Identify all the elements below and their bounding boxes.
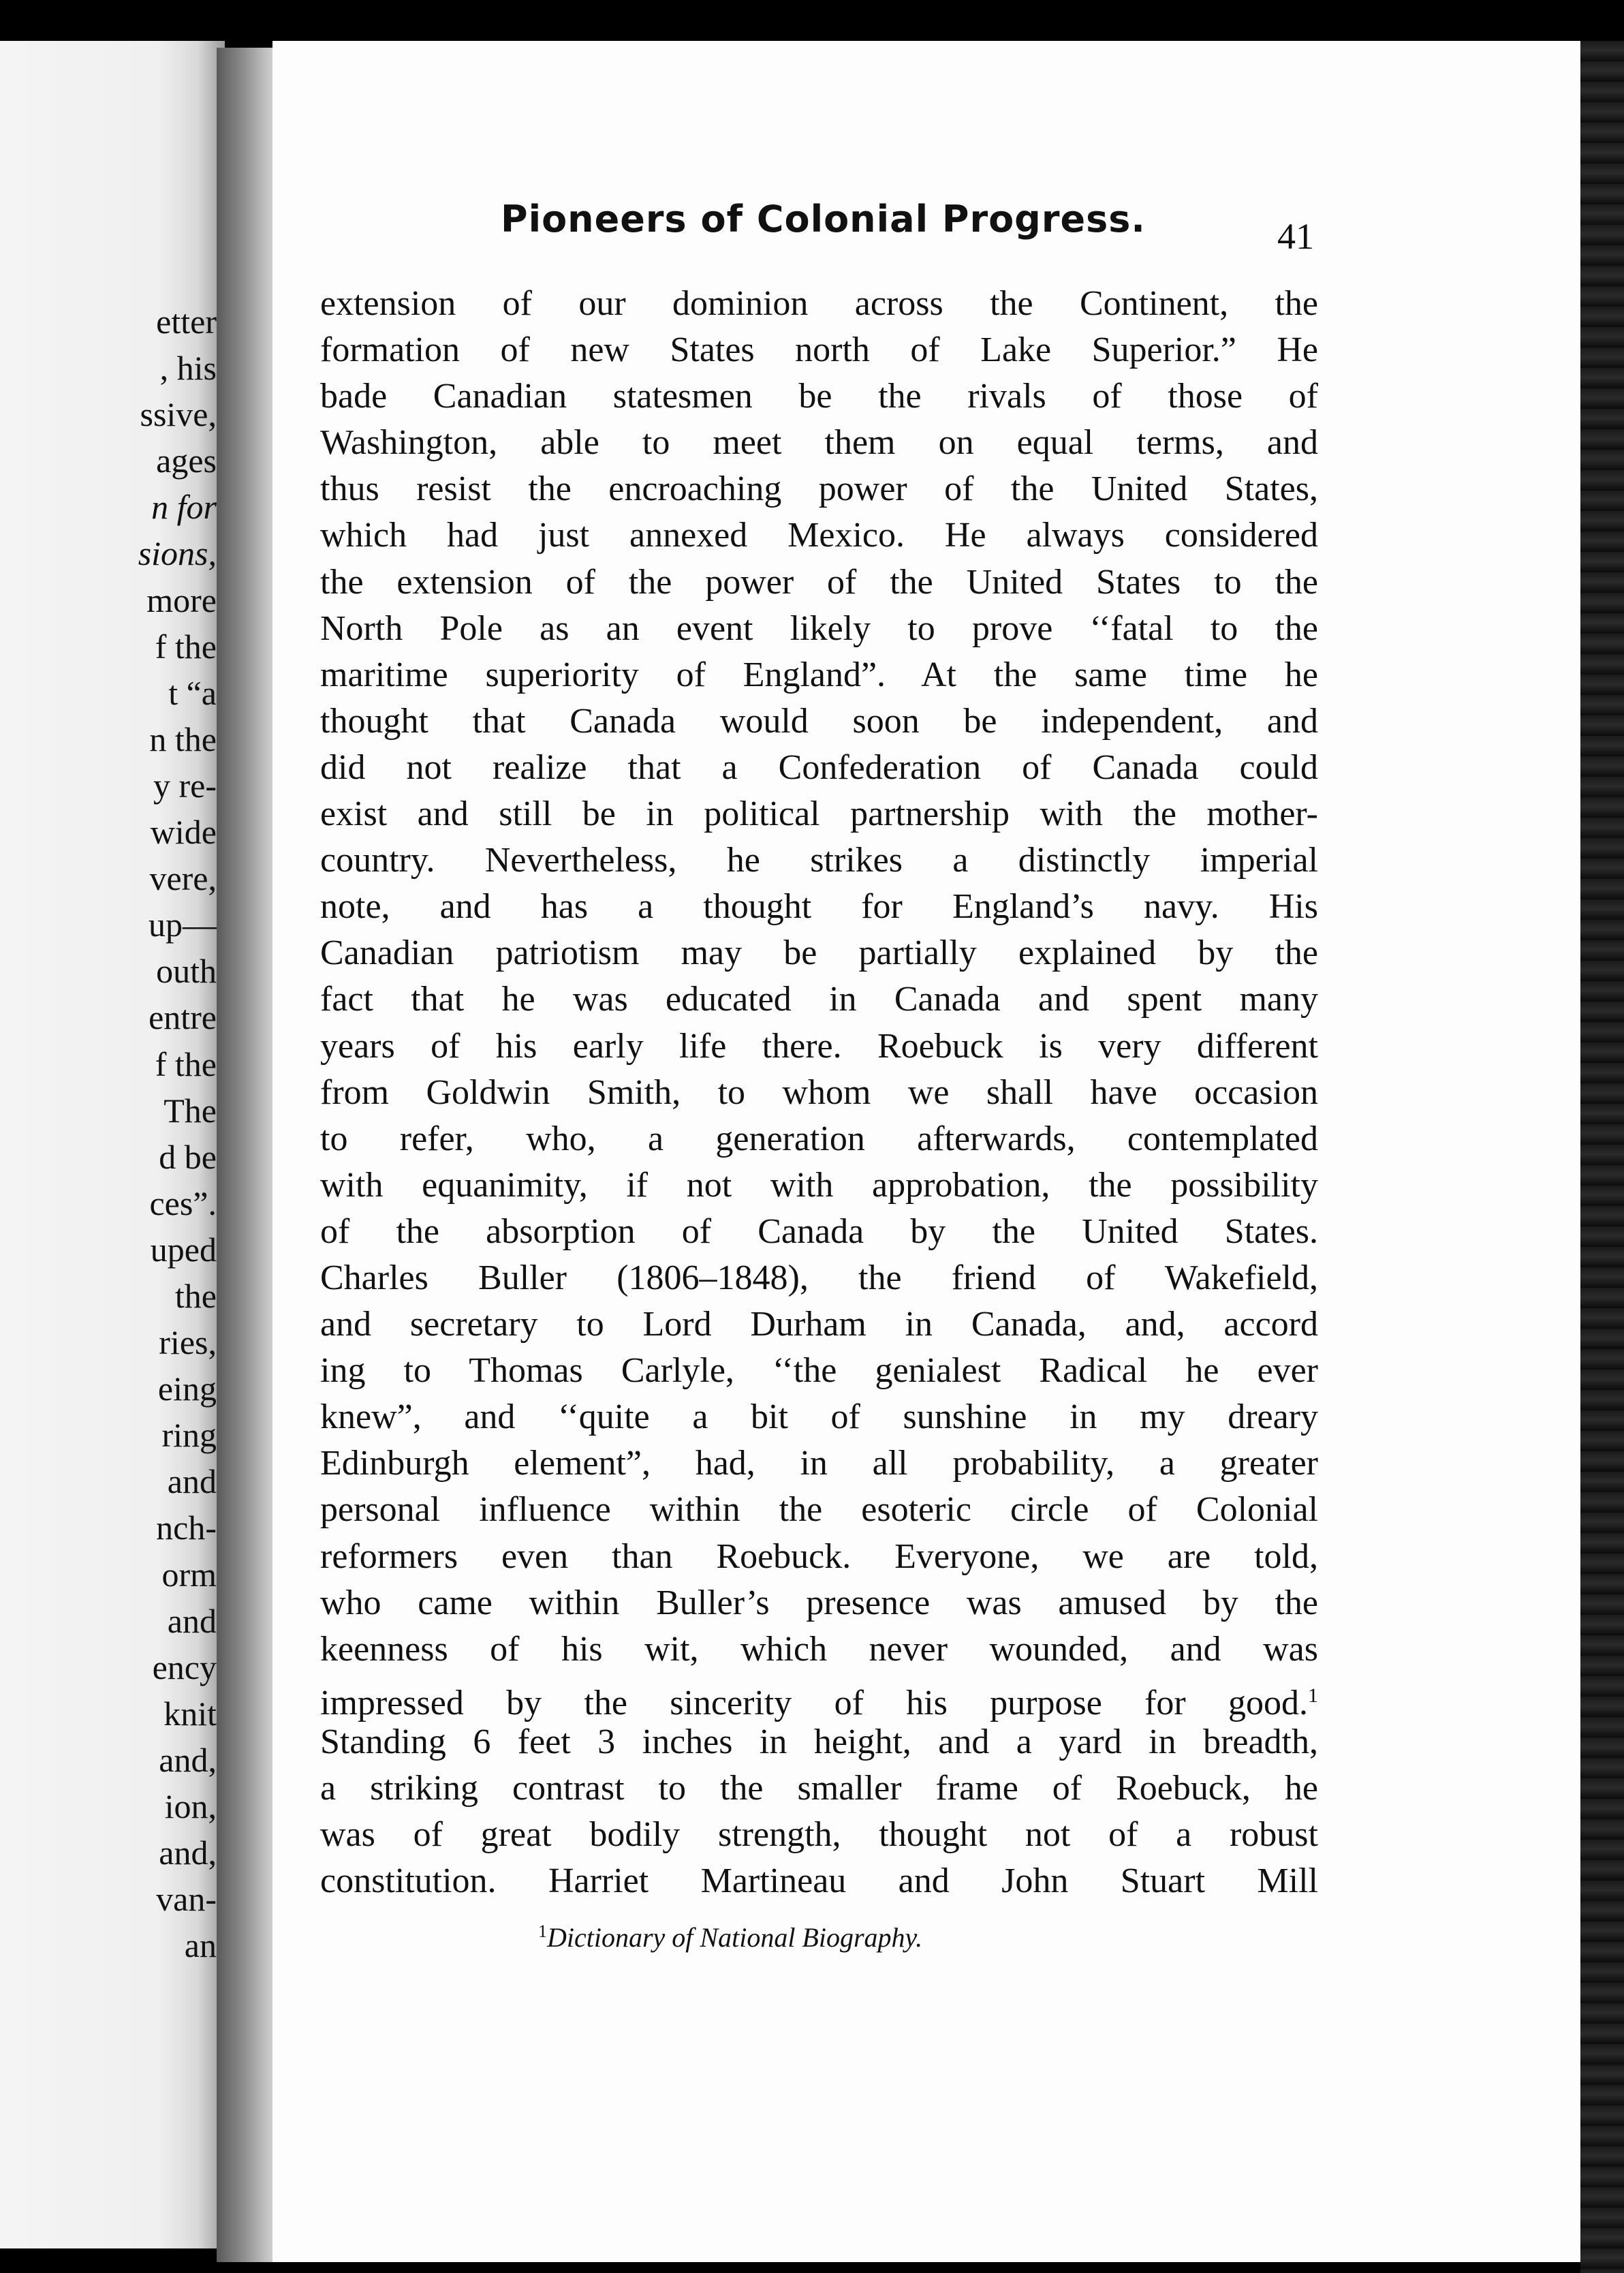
left-page-line: vere, (149, 859, 217, 898)
left-page-line: etter (156, 303, 217, 341)
text-line: from Goldwin Smith, to whom we shall have occasion (320, 1072, 1318, 1112)
left-page-line: uped (150, 1230, 217, 1269)
left-page-line: ces”. (149, 1184, 217, 1222)
text-line: formation of new States north of Lake Superior.” He (320, 330, 1318, 370)
left-page-line: van- (156, 1880, 217, 1919)
left-page-line: more (146, 581, 217, 619)
text-line: the extension of the power of the United States to the (320, 562, 1318, 602)
text-line: knew”, and ‘‘quite a bit of sunshine in my dreary (320, 1397, 1318, 1437)
left-page-line: knit (163, 1694, 217, 1733)
left-page-line: y re- (153, 766, 217, 805)
left-page-line: wide (150, 813, 217, 852)
text-line: maritime superiority of England”. At the same time he (320, 655, 1318, 694)
text-line: personal influence within the esoteric circle of Colonial (320, 1490, 1318, 1530)
left-page-line: The (163, 1091, 217, 1130)
left-page-line: t “a (168, 673, 217, 712)
left-page-line: ion, (164, 1787, 217, 1825)
text-line: country. Nevertheless, he strikes a distinctly imperial (320, 841, 1318, 880)
text-line: reformers even than Roebuck. Everyone, we are told, (320, 1536, 1318, 1576)
left-page-line: and (167, 1462, 217, 1501)
text-line: thus resist the encroaching power of the United States, (320, 469, 1318, 509)
text-line: Canadian patriotism may be partially explained by the (320, 933, 1318, 973)
text-line: exist and still be in political partnership with the mother- (320, 794, 1318, 834)
left-page-line: nch- (156, 1509, 217, 1547)
page-edge-right (1580, 41, 1624, 2273)
text-line-content: impressed by the sincerity of his purpose for good. (320, 1683, 1308, 1722)
left-page-line: ring (161, 1416, 217, 1455)
text-line: years of his early life there. Roebuck is very different (320, 1026, 1318, 1066)
left-page-line: sions, (138, 534, 217, 573)
text-line: and secretary to Lord Durham in Canada, and, accord (320, 1305, 1318, 1344)
left-page-line: f the (155, 1045, 217, 1083)
text-line: constitution. Harriet Martineau and John Stuart Mill (320, 1861, 1318, 1901)
left-page-text (0, 298, 217, 1968)
text-line: Washington, able to meet them on equal terms, and (320, 423, 1318, 463)
footnote-text: Dictionary of National Biography. (547, 1922, 923, 1953)
left-page-line: and, (159, 1834, 217, 1872)
text-line: note, and has a thought for England’s navy. His (320, 887, 1318, 927)
left-page-line: outh (156, 952, 217, 991)
text-line: did not realize that a Confederation of Canada could (320, 747, 1318, 787)
text-line: a striking contrast to the smaller frame of Roebuck, he (320, 1769, 1318, 1808)
text-line: extension of our dominion across the Continent, the (320, 284, 1318, 323)
left-page-line: an (184, 1926, 217, 1965)
left-page-line: n the (149, 720, 217, 758)
left-page-line: and (167, 1601, 217, 1640)
text-line: to refer, who, a generation afterwards, contemplated (320, 1119, 1318, 1158)
left-page-line: entre (149, 998, 217, 1037)
left-page-line: and, (159, 1740, 217, 1779)
text-line: of the absorption of Canada by the United States. (320, 1211, 1318, 1251)
text-line: Standing 6 feet 3 inches in height, and a yard in breadth, (320, 1722, 1318, 1761)
text-line: keenness of his wit, which never wounded, and was (320, 1629, 1318, 1669)
left-page-line: n for (151, 488, 217, 527)
text-line: bade Canadian statesmen be the rivals of those of (320, 377, 1318, 416)
left-facing-page (0, 41, 225, 2248)
text-line: Edinburgh element”, had, in all probability, a greater (320, 1444, 1318, 1483)
text-line: North Pole as an event likely to prove ‘‘fatal to the (320, 608, 1318, 648)
text-line: thought that Canada would soon be independent, and (320, 701, 1318, 741)
footnote (538, 1921, 1151, 1953)
left-page-line: up— (149, 906, 217, 944)
left-page-line: , his (159, 349, 217, 388)
left-page-line: ries, (159, 1323, 217, 1362)
text-line: was of great bodily strength, thought not of a robust (320, 1815, 1318, 1855)
text-line: which had just annexed Mexico. He always considered (320, 516, 1318, 555)
left-page-line: eing (157, 1370, 217, 1408)
footnote-reference: 1 (1308, 1684, 1318, 1707)
left-page-line: d be (159, 1137, 217, 1176)
left-page-line: f the (155, 627, 217, 666)
left-page-line: ssive, (140, 395, 217, 434)
left-page-line: ages (156, 442, 217, 480)
text-line: fact that he was educated in Canada and spent many (320, 980, 1318, 1019)
text-line: who came within Buller’s presence was amused by the (320, 1583, 1318, 1622)
left-page-line: orm (161, 1555, 217, 1594)
text-line: Charles Buller (1806–1848), the friend of Wakefield, (320, 1258, 1318, 1297)
left-page-line: the (174, 1276, 217, 1315)
body-text (320, 281, 1318, 1904)
text-line: with equanimity, if not with approbation, the possibility (320, 1165, 1318, 1205)
running-head: Pioneers of Colonial Progress. (501, 198, 1146, 241)
left-page-line: ency (152, 1648, 217, 1686)
footnote-marker: 1 (538, 1921, 547, 1941)
text-line: ing to Thomas Carlyle, ‘‘the genialest Radical he ever (320, 1351, 1318, 1391)
text-line (320, 1673, 1318, 1722)
page-number: 41 (1277, 216, 1314, 257)
